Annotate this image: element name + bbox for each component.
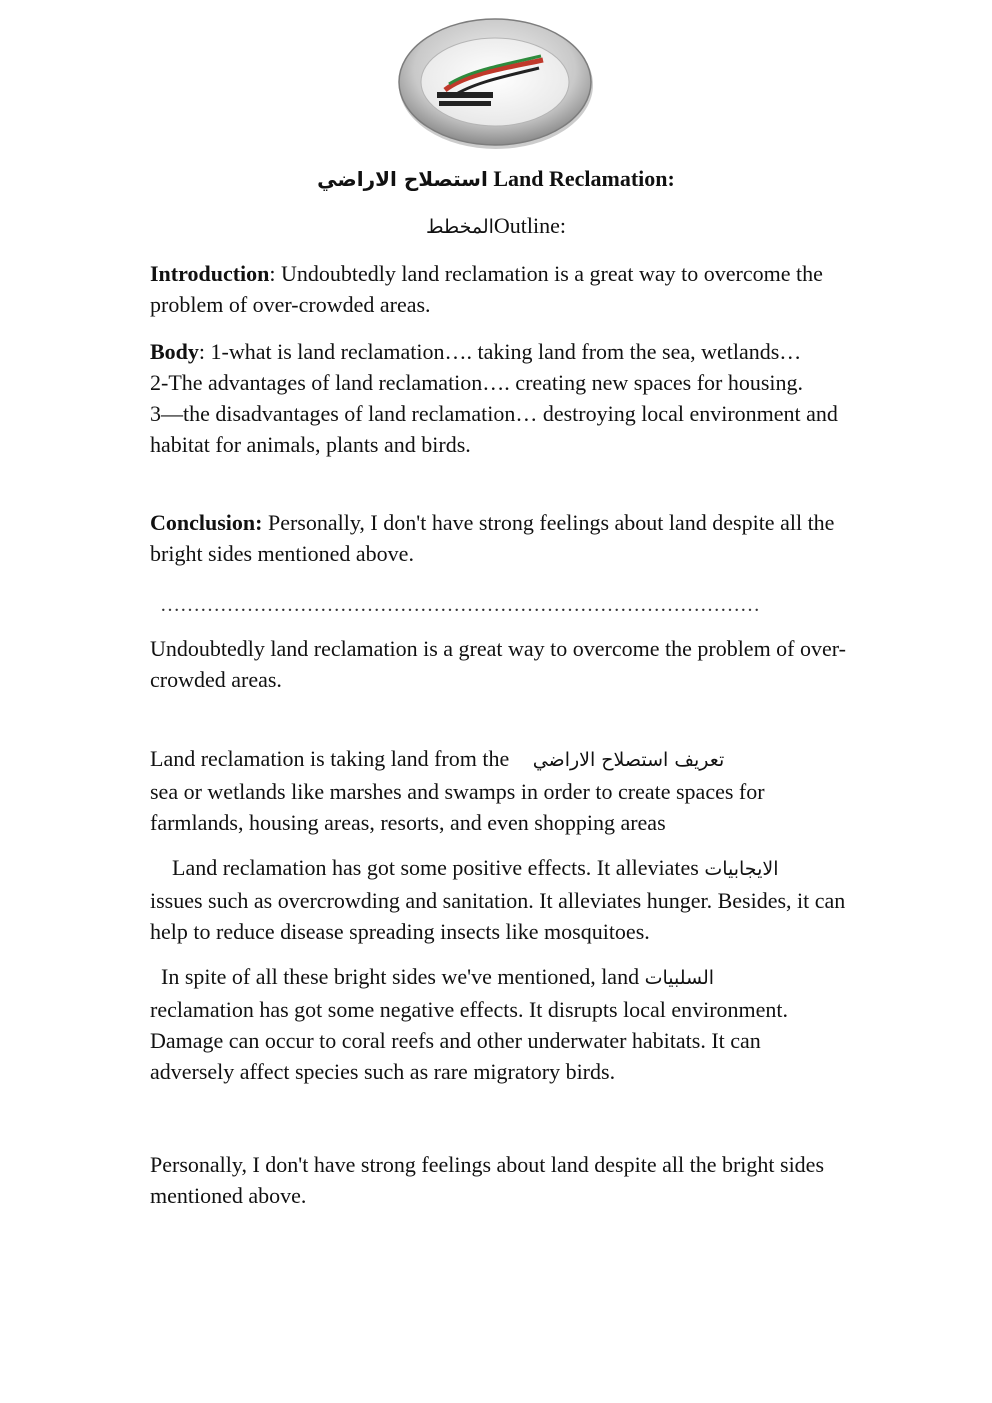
conclusion-text: Personally, I don't have strong feelings about land despite all the bright sides mentioned above.	[150, 510, 835, 566]
positives-rest: issues such as overcrowding and sanitation. It alleviates hunger. Besides, it can help to reduce disease spreading insects like mosquitoes.	[150, 888, 846, 944]
title-arabic: استصلاح الاراضي	[317, 167, 488, 191]
title-english: Land Reclamation:	[493, 166, 675, 191]
body-line-2: 2-The advantages of land reclamation…. creating new spaces for housing.	[150, 370, 804, 395]
outline-conclusion	[150, 507, 850, 569]
essay-negatives-paragraph	[150, 961, 850, 1087]
definition-rest: sea or wetlands like marshes and swamps in order to create spaces for farmlands, housing areas, resorts, and even shopping areas	[150, 779, 765, 835]
introduction-label: Introduction	[150, 261, 270, 286]
positives-first-line: Land reclamation has got some positive effects. It alleviates	[172, 855, 699, 880]
body-line-1	[150, 336, 850, 367]
body-line1-text: : 1-what is land reclamation…. taking land from the sea, wetlands…	[198, 339, 802, 364]
essay-intro: Undoubtedly land reclamation is a great way to overcome the problem of over-crowded areas.	[150, 636, 846, 692]
outline-body	[150, 336, 850, 460]
definition-note: تعريف استصلاح الاراضي	[532, 749, 725, 771]
school-logo	[395, 12, 595, 152]
introduction-text: : Undoubtedly land reclamation is a great way to overcome the problem of over-crowded areas.	[150, 261, 823, 317]
positives-line-1	[150, 852, 850, 885]
essay-positives-paragraph	[150, 852, 850, 947]
essay-conclusion: Personally, I don't have strong feelings about land despite all the bright sides mentioned above.	[150, 1152, 825, 1208]
negatives-line-1	[150, 961, 850, 994]
separator: ………………………………………………………………………………	[160, 594, 760, 616]
definition-line-1	[150, 743, 850, 776]
body-line-3: 3—the disadvantages of land reclamation… destroying local environment and habitat for animals, plants and birds.	[150, 401, 838, 457]
school-logo-oval-icon	[395, 12, 595, 152]
essay-definition-paragraph	[150, 743, 850, 838]
positives-note: الايجابيات	[704, 858, 779, 880]
conclusion-label: Conclusion:	[150, 510, 263, 535]
outline-arabic: المخطط	[425, 216, 494, 238]
outline-introduction	[150, 258, 850, 320]
body-label: Body	[150, 339, 199, 364]
negatives-first-line: In spite of all these bright sides we've mentioned, land	[161, 964, 640, 989]
outline-heading	[0, 211, 992, 242]
negatives-rest: reclamation has got some negative effects. It disrupts local environment. Damage can occur to coral reefs and other underwater habitats. It can adversely affect species such as rare migratory birds.	[150, 997, 789, 1084]
page-title	[0, 164, 992, 194]
negatives-note: السلبيات	[644, 967, 715, 989]
outline-english: Outline:	[493, 213, 567, 238]
definition-first-line: Land reclamation is taking land from the	[150, 746, 510, 771]
